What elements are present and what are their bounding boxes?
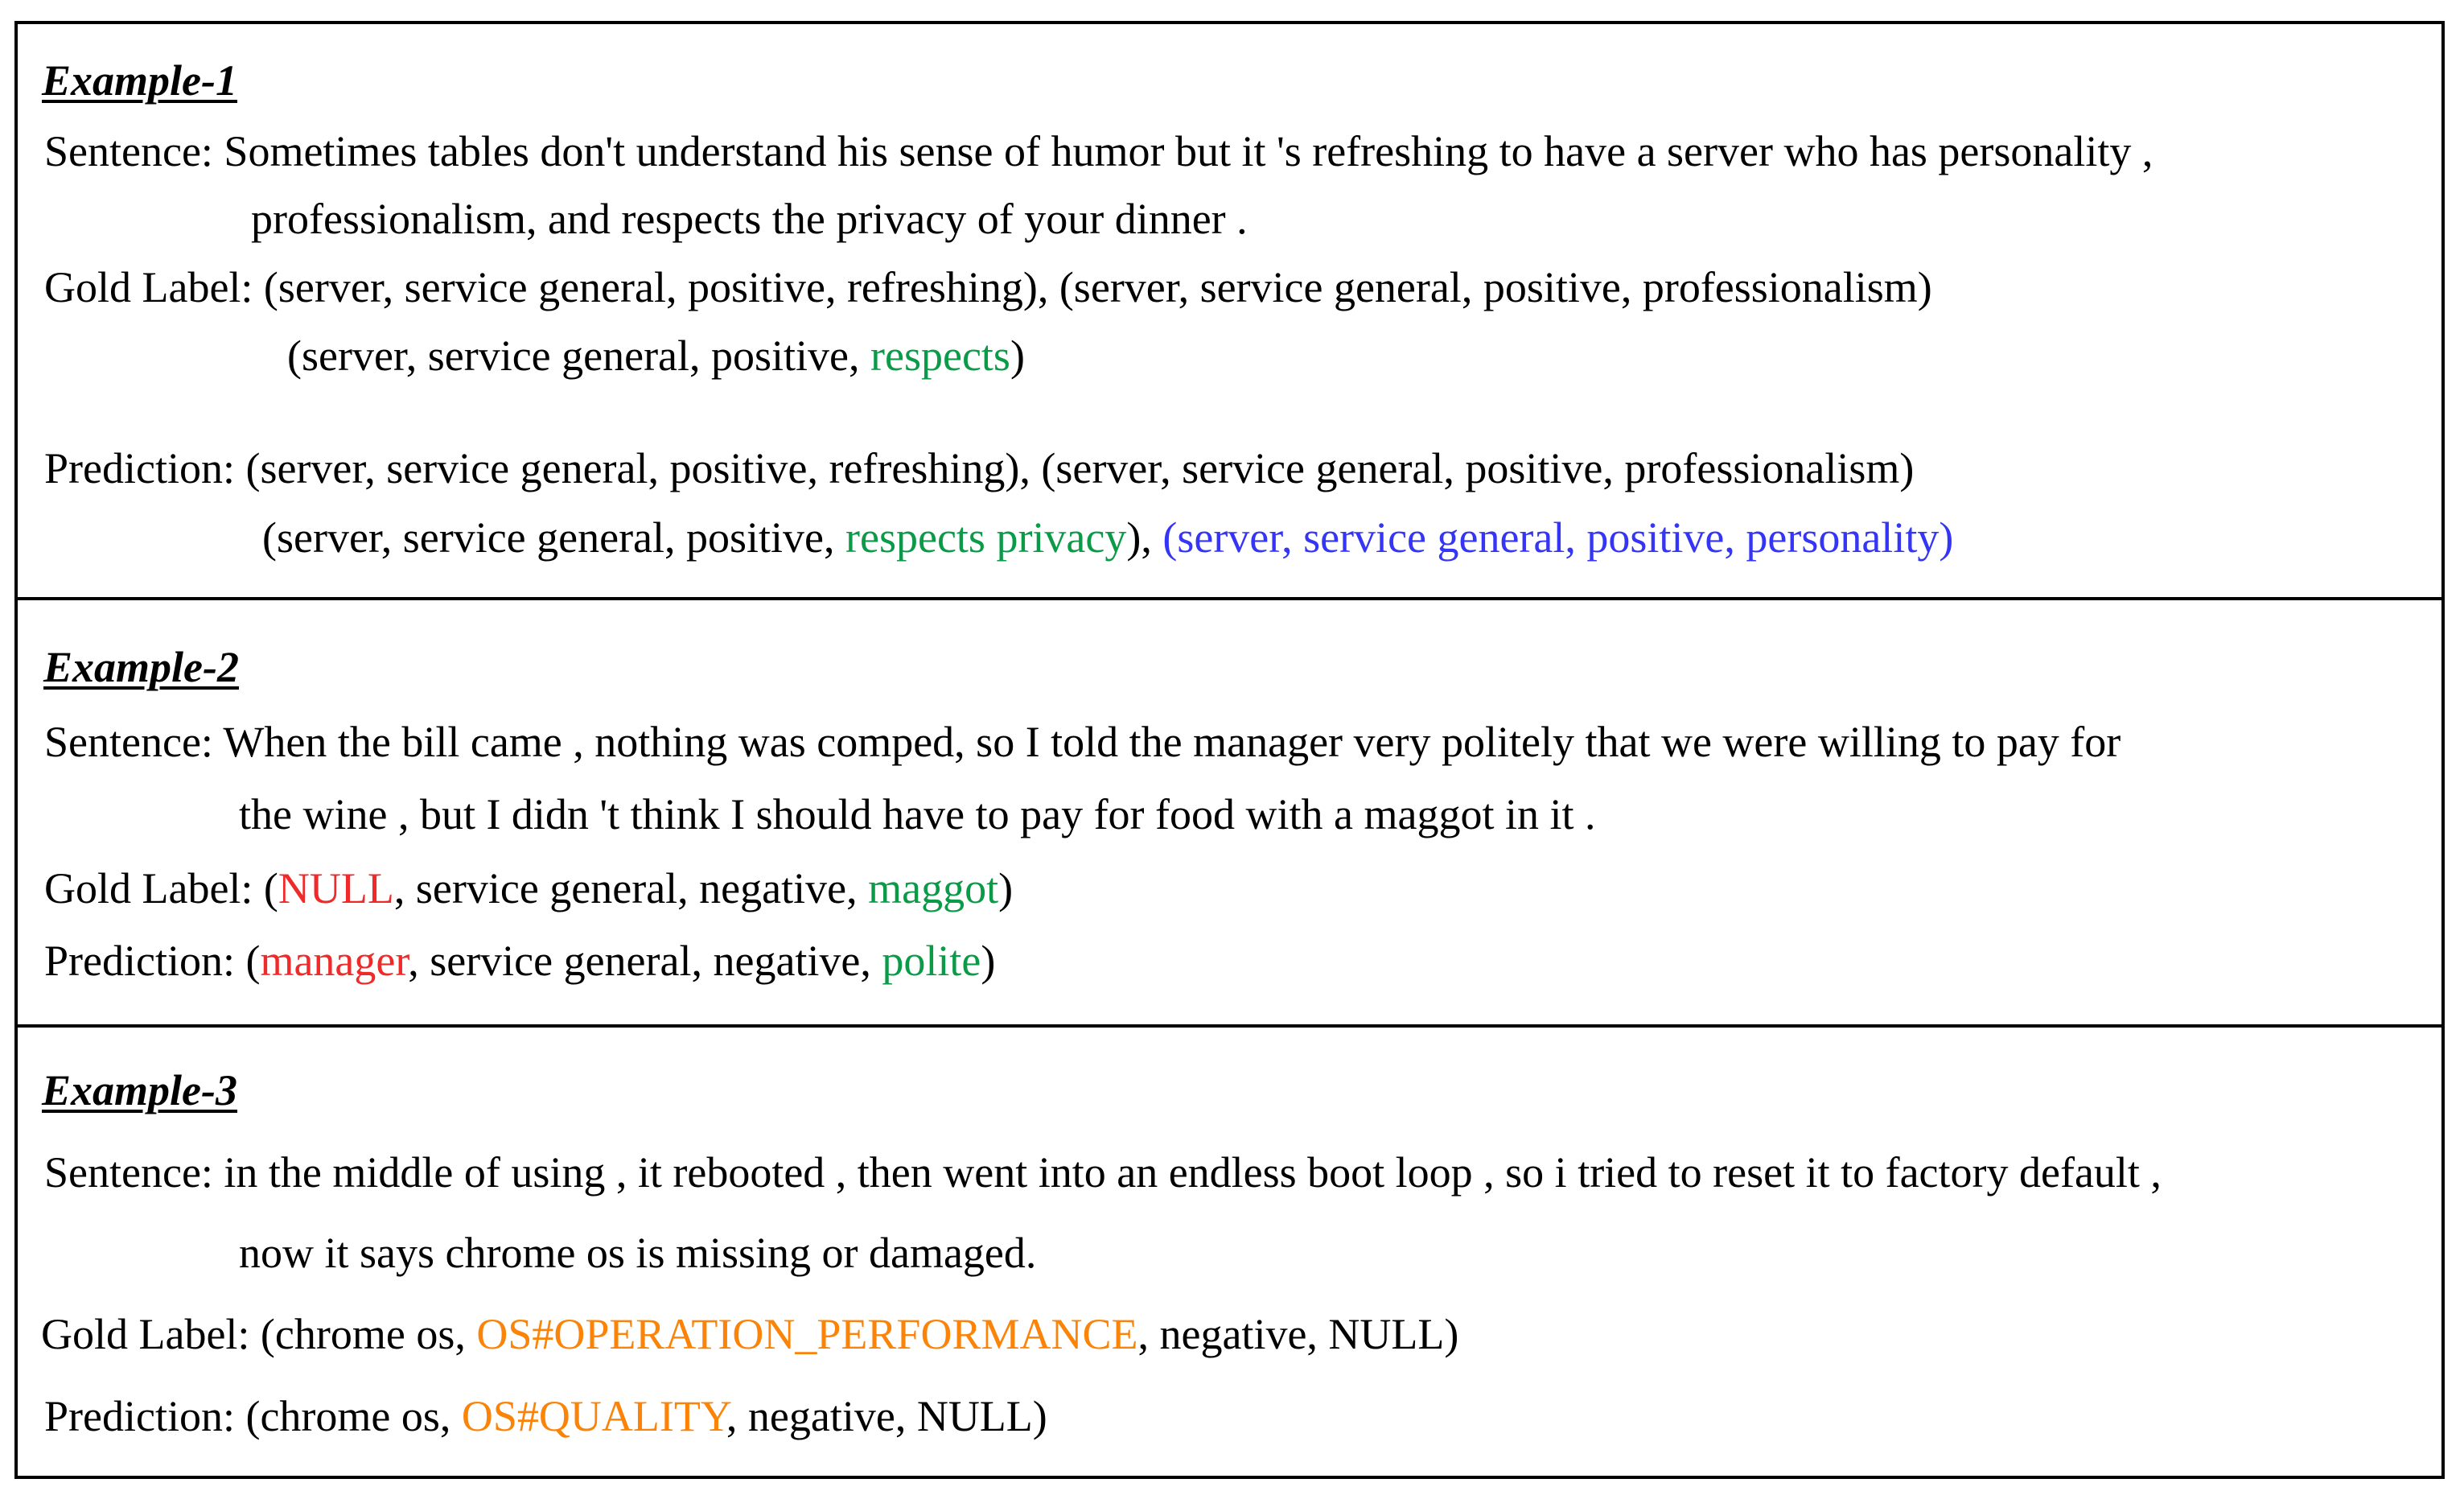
example-line — [44, 262, 1932, 313]
example-line — [239, 1227, 1036, 1279]
highlighted-text: OS#QUALITY — [461, 1392, 726, 1440]
example-line — [239, 789, 1595, 840]
text-segment: the wine , but I didn 't think I should have to pay for food with a maggot in it . — [239, 790, 1596, 838]
highlighted-text: manager — [260, 937, 409, 985]
text-segment: Gold Label: (server, service general, positive, refreshing), (server, service general, positive, professionalism) — [44, 263, 1932, 311]
text-segment: (server, service general, positive, — [262, 513, 846, 562]
example-line — [44, 1390, 1047, 1442]
text-segment: professionalism, and respects the privacy of your dinner . — [251, 195, 1248, 243]
example-title: Example-2 — [43, 643, 239, 691]
text-segment: Prediction: (chrome os, — [44, 1392, 462, 1440]
example-line — [251, 193, 1248, 245]
text-segment: Gold Label: (chrome os, — [41, 1310, 477, 1358]
highlighted-text: respects — [870, 332, 1010, 380]
highlighted-text: polite — [882, 937, 981, 985]
example-line — [262, 512, 1953, 563]
text-segment: , negative, NULL) — [726, 1392, 1047, 1440]
example-line — [41, 1308, 1458, 1360]
text-segment: , service general, negative, — [408, 937, 882, 985]
text-segment: Prediction: (server, service general, positive, refreshing), (server, service general, positive, professionalism) — [44, 444, 1915, 492]
text-segment: , negative, NULL) — [1137, 1310, 1459, 1358]
highlighted-text: respects privacy — [845, 513, 1127, 562]
text-segment: Gold Label: ( — [44, 864, 278, 912]
example-line — [44, 126, 2153, 177]
text-segment: Prediction: ( — [44, 937, 261, 985]
text-segment: , service general, negative, — [393, 864, 869, 912]
section-divider — [14, 597, 2445, 600]
example-line — [44, 443, 1914, 494]
example-line — [44, 935, 995, 987]
example-title: Example-1 — [42, 56, 237, 105]
text-segment: ) — [998, 864, 1014, 912]
highlighted-text: maggot — [868, 864, 999, 912]
example-title: Example-3 — [42, 1066, 237, 1114]
text-segment: now it says chrome os is missing or damaged. — [239, 1229, 1037, 1277]
example-line — [44, 716, 2121, 768]
text-segment: Sentence: in the middle of using , it rebooted , then went into an endless boot loop , so i tried to reset it to factory default , — [44, 1148, 2162, 1197]
text-segment: ), — [1126, 513, 1163, 562]
text-segment: Sentence: When the bill came , nothing was comped, so I told the manager very politely that we were willing to pay for — [44, 718, 2121, 766]
text-segment: Sentence: Sometimes tables don't understand his sense of humor but it 's refreshing to have a server who has personality , — [44, 127, 2153, 175]
text-segment: (server, service general, positive, — [287, 332, 871, 380]
highlighted-text: OS#OPERATION_PERFORMANCE — [476, 1310, 1138, 1358]
text-segment: ) — [981, 937, 996, 985]
text-segment: ) — [1010, 332, 1025, 380]
example-line — [44, 1147, 2162, 1198]
example-line — [44, 863, 1013, 914]
highlighted-text: NULL — [278, 864, 394, 912]
highlighted-text: (server, service general, positive, personality) — [1162, 513, 1954, 562]
section-divider — [14, 1024, 2445, 1028]
example-line — [287, 330, 1025, 381]
